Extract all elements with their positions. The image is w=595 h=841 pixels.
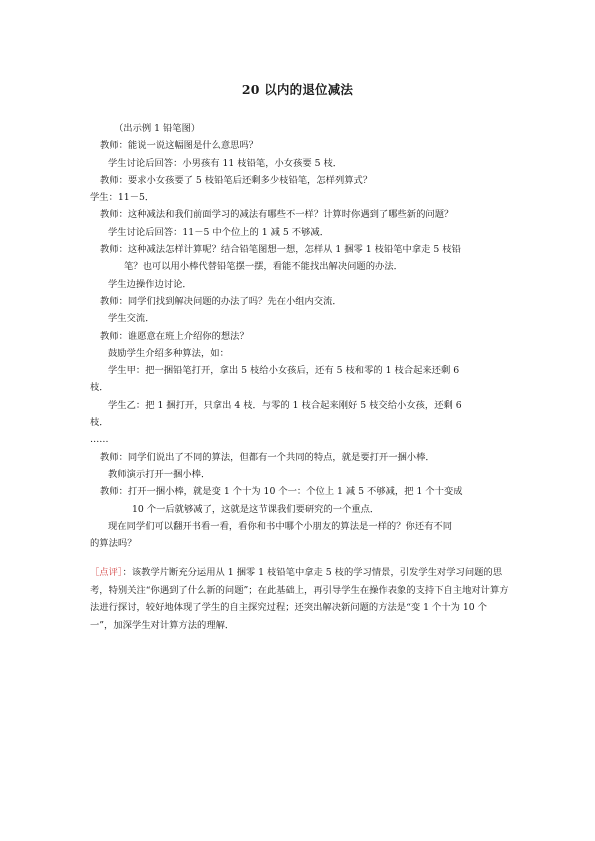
document-title: 20 以内的退位减法 (241, 82, 354, 97)
teaching-comment (90, 564, 510, 634)
text-line: 学生：11－5． (90, 192, 155, 204)
comment-tag: ［点评］ (90, 567, 123, 579)
text-line: 教师演示打开一捆小棒． (108, 468, 211, 480)
text-line: 教师：要求小女孩要了 5 枝铅笔后还剩多少枝铅笔，怎样列算式？ (100, 174, 373, 186)
text-line: 枝． (90, 382, 109, 394)
text-line: 教师：同学们找到解决问题的办法了吗？先在小组内交流． (100, 295, 342, 307)
text-line: 学生边操作边讨论． (108, 278, 192, 290)
text-line: 教师：谁愿意在班上介绍你的想法？ (100, 330, 249, 342)
text-line: 枝． (90, 417, 109, 429)
text-line: 笔？也可以用小棒代替铅笔摆一摆，看能不能找出解决问题的办法． (124, 261, 403, 273)
text-line: 学生甲：把一捆铅笔打开，拿出 5 枝给小女孩后，还有 5 枝和零的 1 枝合起来还剩 6 (108, 365, 460, 377)
text-line: …… (90, 434, 109, 446)
text-line: 现在同学们可以翻开书看一看，看你和书中哪个小朋友的算法是一样的？你还有不同 (108, 520, 452, 532)
text-line: 学生讨论后回答：11－5 中个位上的 1 减 5 不够减． (108, 226, 329, 238)
text-line: 鼓励学生介绍多种算法，如： (108, 347, 229, 359)
text-line: 的算法吗？ (90, 538, 137, 550)
text-line: （出示例 1 铅笔图） (114, 123, 201, 134)
text-line: 教师：同学们说出了不同的算法，但都有一个共同的特点，就是要打开一捆小棒． (100, 451, 435, 463)
text-line: 教师：这种减法怎样计算呢？结合铅笔图想一想，怎样从 1 捆零 1 枝铅笔中拿走 5 枝铅 (100, 244, 461, 256)
lesson-transcript (90, 120, 510, 634)
comment-text: ：该教学片断充分运用从 1 捆零 1 枝铅笔中拿走 5 枝的学习情景，引发学生对学习问题的思考，特别关注“你遇到了什么新的问题”；在此基础上，再引导学生在操作表象的支持下自主地对计算方法进行探讨，较好地体现了学生的自主探究过程；还突出解决新问题的方法是“变 1 个十为 10 个一”，加深学生对计算方法的理解． (90, 567, 509, 631)
text-line: 学生乙：把 1 捆打开，只拿出 4 枝．与零的 1 枝合起来刚好 5 枝交给小女孩，还剩 6 (108, 399, 462, 411)
text-line: 教师：打开一捆小棒，就是变 1 个十为 10 个一：个位上 1 减 5 不够减，把 1 个十变成 (100, 486, 463, 498)
text-line: 教师：能说一说这幅图是什么意思吗？ (100, 140, 259, 152)
text-line: 教师：这种减法和我们前面学习的减法有哪些不一样？计算时你遇到了哪些新的问题？ (100, 209, 454, 221)
text-line: 学生交流． (108, 313, 155, 325)
text-line: 10 个一后就够减了，这就是这节课我们要研究的一个重点． (132, 503, 380, 515)
text-line: 学生讨论后回答：小男孩有 11 枝铅笔，小女孩要 5 枝． (108, 157, 343, 169)
